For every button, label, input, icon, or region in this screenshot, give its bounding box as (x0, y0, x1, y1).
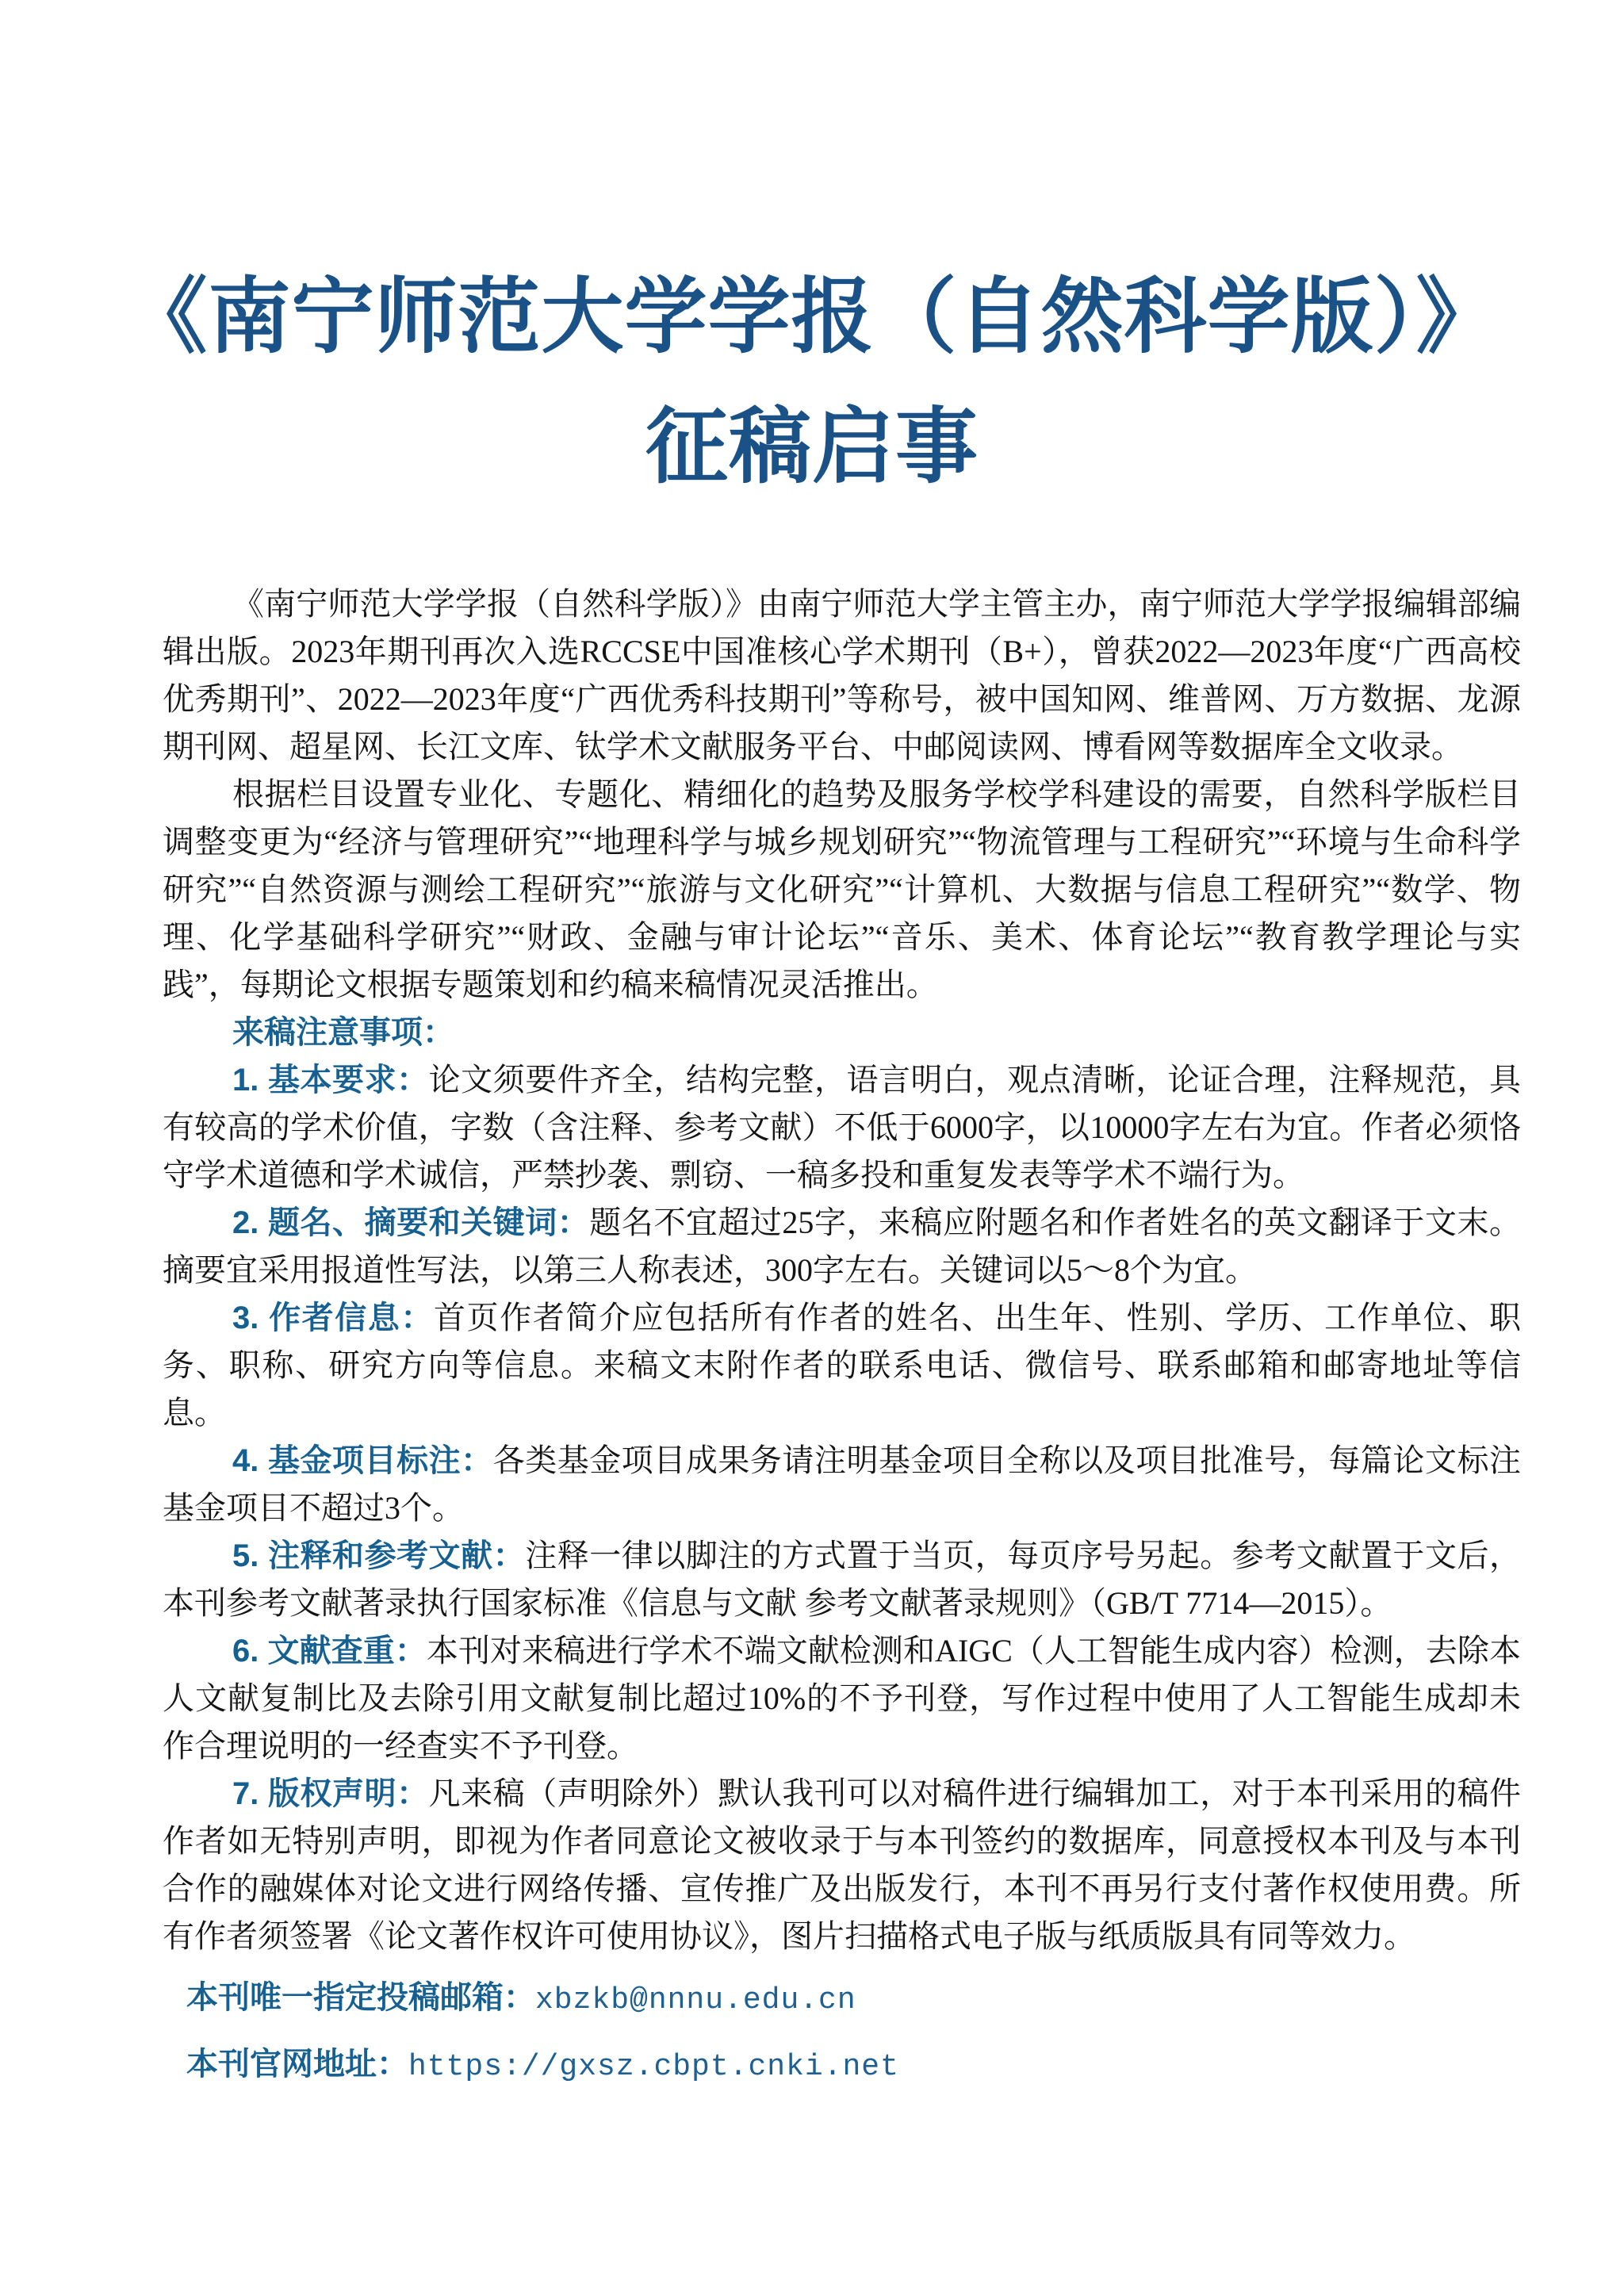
title-line-1: 《南宁师范大学学报（自然科学版）》 (124, 271, 1500, 363)
journal-website-label: 本刊官网地址： (186, 2047, 408, 2082)
item-6-text: 本刊对来稿进行学术不端文献检测和AIGC（人工智能生成内容）检测，去除本人文献复制比及去除引用文献复制比超过10%的不予刊登，写作过程中使用了人工智能生成却未作合理说明的一经查实不予刊登。 (163, 1633, 1521, 1764)
item-5-text: 注释一律以脚注的方式置于当页，每页序号另起。参考文献置于文后，本刊参考文献著录执行国家标准《信息与文献 参考文献著录规则》（GB/T 7714—2015）。 (163, 1538, 1521, 1621)
item-6-label: 6. 文献查重： (232, 1634, 427, 1668)
item-1-label: 1. 基本要求： (232, 1063, 429, 1098)
submission-email-link[interactable]: xbzkb@nnnu.edu.cn (535, 1983, 856, 2017)
notice-item-notes-references (163, 1532, 1521, 1627)
columns-paragraph: 根据栏目设置专业化、专题化、精细化的趋势及服务学校学科建设的需要，自然科学版栏目调整变更为“经济与管理研究”“地理科学与城乡规划研究”“物流管理与工程研究”“环境与生命科学研究”“自然资源与测绘工程研究”“旅游与文化研究”“计算机、大数据与信息工程研究”“数学、物理、化学基础科学研究”“财政、金融与审计论坛”“音乐、美术、体育论坛”“教育教学理论与实践”，每期论文根据专题策划和约稿来稿情况灵活推出。 (163, 776, 1521, 1002)
notice-item-basic-requirements (163, 1056, 1521, 1199)
item-3-text: 首页作者简介应包括所有作者的姓名、出生年、性别、学历、工作单位、职务、职称、研究方向等信息。来稿文末附作者的联系电话、微信号、联系邮箱和邮寄地址等信息。 (163, 1300, 1521, 1431)
notice-heading: 来稿注意事项： (232, 1015, 454, 1050)
notice-item-title-abstract-keywords (163, 1199, 1521, 1294)
item-7-label: 7. 版权声明： (232, 1776, 429, 1811)
journal-website-line (186, 2038, 1521, 2094)
notice-item-fund-projects (163, 1437, 1521, 1532)
item-4-text: 各类基金项目成果务请注明基金项目全称以及项目批准号，每篇论文标注基金项目不超过3个。 (163, 1442, 1521, 1526)
item-2-text: 题名不宜超过25字，来稿应附题名和作者姓名的英文翻译于文末。摘要宜采用报道性写法，以第三人称表述，300字左右。关键词以5～8个为宜。 (163, 1205, 1521, 1288)
item-1-text: 论文须要件齐全，结构完整，语言明白，观点清晰，论证合理，注释规范，具有较高的学术价值，字数（含注释、参考文献）不低于6000字，以10000字左右为宜。作者必须恪守学术道德和学术诚信，严禁抄袭、剽窃、一稿多投和重复发表等学术不端行为。 (163, 1062, 1521, 1193)
item-7-text: 凡来稿（声明除外）默认我刊可以对稿件进行编辑加工，对于本刊采用的稿件作者如无特别声明，即视为作者同意论文被收录于与本刊签约的数据库，同意授权本刊及与本刊合作的融媒体对论文进行网络传播、宣传推广及出版发行，本刊不再另行支付著作权使用费。所有作者须签署《论文著作权许可使用协议》，图片扫描格式电子版与纸质版具有同等效力。 (163, 1776, 1521, 1954)
journal-website-link[interactable]: https://gxsz.cbpt.cnki.net (408, 2050, 899, 2084)
submission-email-line (186, 1971, 1521, 2027)
item-2-label: 2. 题名、摘要和关键词： (232, 1205, 590, 1240)
item-4-label: 4. 基金项目标注： (232, 1443, 493, 1478)
intro-paragraph: 《南宁师范大学学报（自然科学版）》由南宁师范大学主管主办，南宁师范大学学报编辑部编辑出版。2023年期刊再次入选RCCSE中国准核心学术期刊（B+），曾获2022—2023年度“广西高校优秀期刊”、2022—2023年度“广西优秀科技期刊”等称号，被中国知网、维普网、万方数据、龙源期刊网、超星网、长江文库、钛学术文献服务平台、中邮阅读网、博看网等数据库全文收录。 (163, 586, 1521, 764)
item-5-label: 5. 注释和参考文献： (232, 1538, 526, 1573)
document-title (0, 252, 1624, 512)
title-line-2: 征稿启事 (645, 401, 979, 493)
document-body (163, 580, 1521, 2094)
notice-item-plagiarism-check (163, 1627, 1521, 1770)
notice-item-author-info (163, 1294, 1521, 1437)
notice-item-copyright (163, 1770, 1521, 1960)
item-3-label: 3. 作者信息： (232, 1301, 435, 1335)
submission-email-label: 本刊唯一指定投稿邮箱： (186, 1980, 535, 2015)
